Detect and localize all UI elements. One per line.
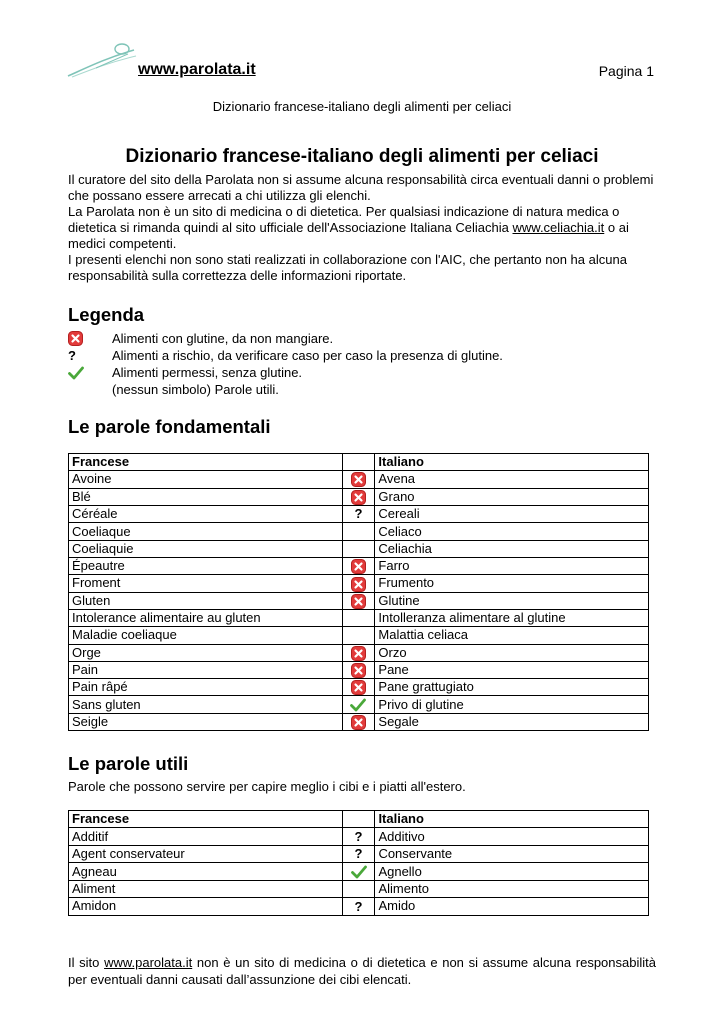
cell-italiano: Avena xyxy=(375,471,649,488)
cell-francese: Amidon xyxy=(69,898,343,916)
column-header-francese: Francese xyxy=(69,811,343,828)
cell-francese: Coeliaquie xyxy=(69,540,343,557)
section-useful-heading: Le parole utili xyxy=(68,753,189,775)
cell-italiano: Grano xyxy=(375,488,649,505)
cell-francese: Gluten xyxy=(69,592,343,609)
legend-text: (nessun simbolo) Parole utili. xyxy=(112,381,279,397)
table-row xyxy=(69,880,649,897)
gluten-x-icon xyxy=(351,559,366,574)
table-header-row xyxy=(69,454,649,471)
cell-symbol xyxy=(342,627,375,644)
cell-francese: Blé xyxy=(69,488,343,505)
cell-symbol xyxy=(342,661,375,678)
table-row xyxy=(69,505,649,523)
site-link[interactable]: www.parolata.it xyxy=(138,61,256,78)
question-mark-icon: ? xyxy=(68,347,76,363)
column-header-symbol xyxy=(342,454,375,471)
gluten-x-icon xyxy=(351,715,366,730)
gluten-x-icon xyxy=(351,472,366,487)
legend-text: Alimenti a rischio, da verificare caso per caso la presenza di glutine. xyxy=(112,347,503,363)
cell-italiano: Glutine xyxy=(375,592,649,609)
disclaimer-p2 xyxy=(68,204,656,252)
cell-italiano: Farro xyxy=(375,558,649,575)
cell-symbol xyxy=(342,523,375,540)
table-row xyxy=(69,488,649,505)
cell-francese: Agent conservateur xyxy=(69,845,343,863)
cell-francese: Maladie coeliaque xyxy=(69,627,343,644)
running-header: Dizionario francese-italiano degli alimenti per celiaci xyxy=(212,99,512,114)
table-row xyxy=(69,898,649,916)
cell-italiano: Agnello xyxy=(375,863,649,880)
cell-italiano: Celiaco xyxy=(375,523,649,540)
disclaimer-p1: Il curatore del sito della Parolata non si assume alcuna responsabilità circa eventuali danni o problemi che possano essere arrecati a chi utilizza gli elenchi. xyxy=(68,172,654,203)
cell-italiano: Pane xyxy=(375,661,649,678)
cell-symbol xyxy=(342,609,375,626)
fundamental-words-table xyxy=(68,453,649,731)
cell-symbol xyxy=(342,575,375,592)
question-mark-icon: ? xyxy=(354,828,363,844)
question-mark-icon: ? xyxy=(354,898,363,914)
table-row xyxy=(69,828,649,846)
main-content xyxy=(68,146,656,1001)
cell-symbol xyxy=(342,863,375,880)
cell-symbol xyxy=(342,679,375,696)
cell-italiano: Segale xyxy=(375,713,649,730)
cell-italiano: Frumento xyxy=(375,575,649,592)
cell-francese: Additif xyxy=(69,828,343,846)
table-row xyxy=(69,592,649,609)
cell-symbol xyxy=(342,488,375,505)
cell-italiano: Orzo xyxy=(375,644,649,661)
cell-symbol xyxy=(342,713,375,730)
footer-site-link[interactable]: www.parolata.it xyxy=(104,954,193,970)
cell-francese: Pain râpé xyxy=(69,679,343,696)
cell-symbol xyxy=(342,592,375,609)
cell-symbol xyxy=(342,540,375,557)
cell-symbol xyxy=(342,880,375,897)
question-mark-icon: ? xyxy=(354,506,363,522)
section-fundamental-heading: Le parole fondamentali xyxy=(68,416,271,437)
cell-symbol xyxy=(342,558,375,575)
table-row xyxy=(69,863,649,880)
cell-symbol xyxy=(342,828,375,846)
cell-italiano: Cereali xyxy=(375,505,649,523)
cell-italiano: Intolleranza alimentare al glutine xyxy=(375,609,649,626)
legend-list xyxy=(68,330,656,398)
cell-italiano: Malattia celiaca xyxy=(375,627,649,644)
disclaimer-p2-end: o ai medici competenti. xyxy=(68,220,629,251)
table-header-row xyxy=(69,811,649,828)
table-row xyxy=(69,471,649,488)
cell-italiano: Amido xyxy=(375,898,649,916)
cell-francese: Avoine xyxy=(69,471,343,488)
cell-symbol xyxy=(342,471,375,488)
celiachia-link[interactable]: www.celiachia.it xyxy=(512,220,605,235)
cell-francese: Seigle xyxy=(69,713,343,730)
legend-symbol xyxy=(68,366,112,380)
cell-symbol xyxy=(342,845,375,863)
table-row xyxy=(69,558,649,575)
cell-francese: Froment xyxy=(69,575,343,592)
check-icon xyxy=(68,366,84,380)
page-title: Dizionario francese-italiano degli alimenti per celiaci xyxy=(125,146,599,167)
table-row xyxy=(69,679,649,696)
legend-item xyxy=(68,364,656,381)
gluten-x-icon xyxy=(351,594,366,609)
cell-italiano: Privo di glutine xyxy=(375,696,649,713)
footer-disclaimer xyxy=(68,954,656,988)
page-number: Pagina 1 xyxy=(598,63,654,79)
footer-text: Il sito xyxy=(68,954,105,970)
gluten-x-icon xyxy=(351,490,366,505)
table-row xyxy=(69,627,649,644)
cell-italiano: Pane grattugiato xyxy=(375,679,649,696)
question-mark-icon: ? xyxy=(354,846,363,862)
table-row xyxy=(69,575,649,592)
column-header-francese: Francese xyxy=(69,454,343,471)
useful-words-table xyxy=(68,810,649,916)
cell-symbol xyxy=(342,505,375,523)
section-useful-note: Parole che possono servire per capire meglio i cibi e i piatti all'estero. xyxy=(68,779,466,795)
disclaimer-p2-text: La Parolata non è un sito di medicina o di dietetica. Per qualsiasi indicazione di natura medica o dietetica si rimanda quindi al sito ufficiale dell'Associazione Italiana Celiachia xyxy=(68,204,620,235)
cell-francese: Coeliaque xyxy=(69,523,343,540)
disclaimer-p3: I presenti elenchi non sono stati realizzati in collaborazione con l'AIC, che pertanto non ha alcuna responsabilità sulla correttezza delle informazioni riportate. xyxy=(68,252,627,283)
table-row xyxy=(69,644,649,661)
gluten-x-icon xyxy=(351,646,366,661)
cell-francese: Orge xyxy=(69,644,343,661)
cell-francese: Céréale xyxy=(69,505,343,523)
check-icon xyxy=(350,698,366,712)
cell-italiano: Conservante xyxy=(375,845,649,863)
legend-symbol xyxy=(68,348,112,364)
cell-francese: Sans gluten xyxy=(69,696,343,713)
legend-symbol xyxy=(68,331,112,346)
legend-item xyxy=(68,347,656,364)
cell-symbol xyxy=(342,644,375,661)
legend-item xyxy=(68,330,656,347)
table-row xyxy=(69,696,649,713)
cell-italiano: Celiachia xyxy=(375,540,649,557)
table-row xyxy=(69,713,649,730)
column-header-italiano: Italiano xyxy=(375,454,649,471)
column-header-italiano: Italiano xyxy=(375,811,649,828)
gluten-x-icon xyxy=(351,663,366,678)
table-row xyxy=(69,609,649,626)
gluten-x-icon xyxy=(68,331,83,346)
legend-item xyxy=(68,381,656,398)
cell-francese: Pain xyxy=(69,661,343,678)
table-row xyxy=(69,845,649,863)
legend-heading: Legenda xyxy=(68,304,145,325)
table-row xyxy=(69,523,649,540)
cell-francese: Épeautre xyxy=(69,558,343,575)
check-icon xyxy=(351,865,367,879)
cell-italiano: Additivo xyxy=(375,828,649,846)
table-row xyxy=(69,540,649,557)
footer-text-end: non è un sito di medicina o di dietetica e non si assume alcuna responsabilità per eventuali danni causati dall’assunzione dei cibi elencati. xyxy=(68,954,656,987)
cell-italiano: Alimento xyxy=(375,880,649,897)
legend-text: Alimenti permessi, senza glutine. xyxy=(112,364,303,380)
gluten-x-icon xyxy=(351,577,366,592)
cell-francese: Agneau xyxy=(69,863,343,880)
gluten-x-icon xyxy=(351,680,366,695)
column-header-symbol xyxy=(342,811,375,828)
cell-francese: Intolerance alimentaire au gluten xyxy=(69,609,343,626)
cell-francese: Aliment xyxy=(69,880,343,897)
legend-text: Alimenti con glutine, da non mangiare. xyxy=(112,330,334,346)
table-row xyxy=(69,661,649,678)
cell-symbol xyxy=(342,696,375,713)
cell-symbol xyxy=(342,898,375,916)
parolata-logo xyxy=(66,40,138,80)
